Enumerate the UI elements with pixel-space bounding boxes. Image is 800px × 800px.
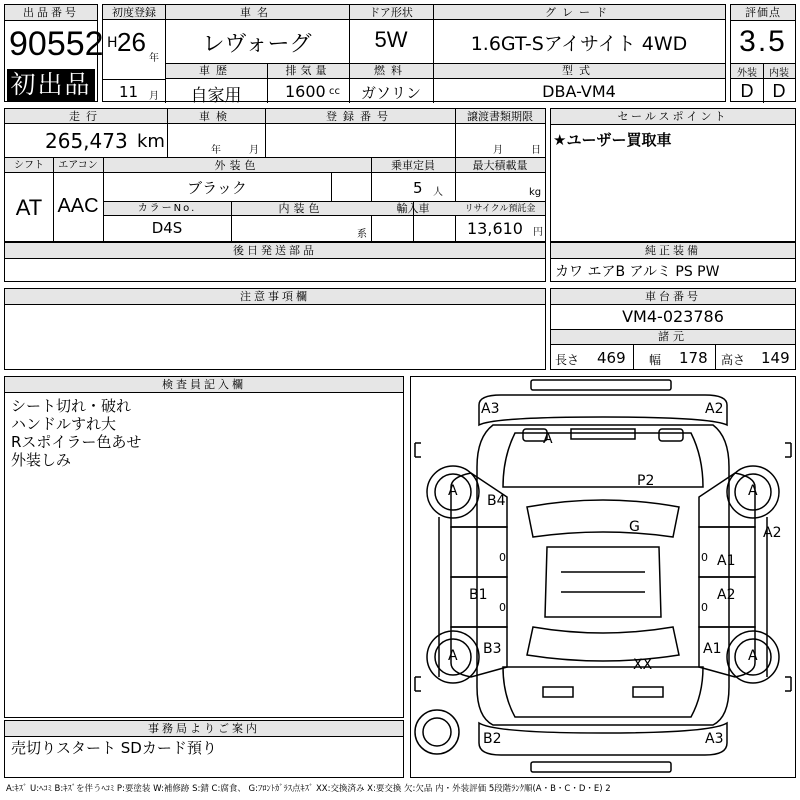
dmg-label-wheel-fr: A — [748, 483, 758, 499]
era-letter: H — [107, 35, 118, 51]
reg-month-unit: 月 — [149, 91, 159, 102]
dmg-label-b1: B1 — [469, 587, 488, 603]
history-header: 車歴 — [199, 64, 233, 77]
import-header: 輸入車 — [396, 202, 430, 215]
office-value: 売切りスタート SDカード預り — [11, 739, 217, 757]
score-header: 評価点 — [731, 5, 795, 21]
capacity-value: 5 — [413, 179, 423, 197]
displacement-value: 1600 — [285, 82, 326, 101]
inspector-line-4: 外装しみ — [11, 451, 72, 469]
detail-table — [4, 108, 546, 242]
equipment-box — [550, 242, 796, 282]
car-outline-svg — [411, 377, 795, 777]
capacity-header: 乗車定員 — [391, 159, 435, 172]
dmg-label-xx: XX — [633, 657, 653, 673]
dmg-label-g: G — [629, 519, 640, 535]
int-color-header: 内装色 — [278, 202, 324, 215]
dmg-label-a2-door: A2 — [717, 587, 736, 603]
reg-month-value: 11 — [119, 83, 139, 101]
model-value: DBA-VM4 — [542, 82, 616, 101]
lot-number: 90552 — [9, 25, 104, 63]
lot-header: 出品番号 — [5, 5, 97, 21]
color-no-value: D4S — [151, 219, 183, 237]
capacity-unit: 人 — [433, 187, 443, 198]
transfer-day: 日 — [531, 145, 541, 156]
inspection-year: 年 — [211, 145, 221, 156]
dmg-label-b2: B2 — [483, 731, 502, 747]
first-listing-badge: 初出品 — [7, 69, 95, 101]
height-value: 149 — [761, 349, 790, 367]
car-name-value: レヴォーグ — [202, 32, 312, 57]
dmg-zero-4: 0 — [701, 601, 708, 614]
inspector-line-2: ハンドルすれ大 — [11, 415, 117, 433]
main-info-table — [102, 4, 726, 106]
equipment-header: 純正装備 — [551, 243, 795, 259]
dmg-label-wheel-rr: A — [748, 648, 758, 664]
chassis-box — [550, 288, 796, 370]
inspector-line-3: Rスポイラー色あせ — [11, 433, 142, 451]
notes-box — [4, 288, 546, 370]
dmg-label-a3-top: A3 — [481, 401, 500, 417]
inspector-header: 検査員記入欄 — [5, 377, 403, 393]
dmg-label-a2-side: A2 — [763, 525, 782, 541]
score-box — [730, 4, 796, 102]
max-load-header: 最大積載量 — [472, 159, 528, 172]
lot-box — [4, 4, 104, 102]
recycle-unit: 円 — [533, 227, 543, 238]
dmg-label-wheel-fl: A — [448, 483, 458, 499]
length-label: 長さ — [555, 353, 580, 367]
mileage-value: 265,473 — [45, 129, 128, 153]
office-box — [4, 720, 404, 778]
grade-value: 1.6GT-Sアイサイト 4WD — [470, 33, 688, 55]
width-label: 幅 — [649, 353, 662, 367]
dmg-zero-2: 0 — [701, 551, 708, 564]
displacement-header: 排気量 — [285, 64, 331, 77]
dmg-zero-1: 0 — [499, 551, 506, 564]
dmg-label-a2-top: A2 — [705, 401, 724, 417]
ext-color-value: ブラック — [187, 179, 247, 197]
int-score: D — [772, 81, 786, 101]
score-value: 3.5 — [739, 25, 787, 58]
max-load-unit: kg — [529, 187, 542, 198]
door-value: 5W — [374, 27, 408, 52]
inspection-header: 車検 — [199, 110, 233, 123]
displacement-unit: cc — [329, 86, 340, 97]
mileage-header: 走行 — [69, 110, 103, 123]
fuel-value: ガソリン — [360, 84, 421, 102]
aircon-header: エアコン — [58, 160, 98, 171]
int-color-unit: 系 — [357, 229, 367, 240]
grade-header: グレード — [545, 6, 613, 19]
history-value: 自家用 — [190, 86, 242, 106]
reg-no-header: 登録番号 — [326, 110, 394, 123]
height-label: 高さ — [721, 353, 746, 367]
aircon-value: AAC — [57, 195, 99, 217]
dmg-label-b3: B3 — [483, 641, 502, 657]
color-no-header: カラーNo. — [137, 203, 197, 214]
inspector-line-1: シート切れ・破れ — [11, 397, 132, 415]
equipment-value: カワ エアB アルミ PS PW — [555, 264, 720, 280]
first-reg-header: 初度登録 — [112, 6, 156, 19]
ext-color-header: 外装色 — [214, 159, 260, 172]
model-header: 型式 — [562, 64, 596, 77]
sales-point-header: セールスポイント — [551, 109, 795, 125]
later-parts-header: 後日発送部品 — [5, 243, 545, 259]
width-value: 178 — [679, 349, 708, 367]
transfer-month: 月 — [493, 145, 503, 156]
inspector-box — [4, 376, 404, 718]
car-diagram — [410, 376, 796, 778]
dmg-label-p2: P2 — [637, 473, 655, 489]
dmg-label-a-hood: A — [543, 431, 553, 447]
car-name-header: 車名 — [240, 6, 274, 19]
shift-header: シフト — [14, 160, 44, 171]
sales-point-value: ★ユーザー買取車 — [553, 131, 672, 149]
damage-legend: A:ｷｽﾞ U:ﾍｺﾐ B:ｷｽﾞを伴うﾍｺﾐ P:要塗装 W:補修跡 S:錆 C:腐食、 G:ﾌﾛﾝﾄｶﾞﾗｽ点ｷｽﾞ XX:交換済み X:要交換 欠:欠品 内・外装評価 5段階ﾗﾝｸ順(A・B・C・D・E) 2 — [6, 784, 611, 794]
int-label: 内装 — [769, 68, 789, 79]
recycle-header: リサイクル預託金 — [464, 204, 536, 214]
ext-score: D — [740, 81, 754, 101]
dmg-label-a3-bottom: A3 — [705, 731, 724, 747]
chassis-value: VM4-023786 — [622, 307, 724, 326]
ext-label: 外装 — [737, 68, 757, 79]
notes-header: 注意事項欄 — [5, 289, 545, 305]
length-value: 469 — [597, 349, 626, 367]
dmg-label-a1-right: A1 — [717, 553, 736, 569]
inspection-month: 月 — [249, 145, 259, 156]
sales-point-box — [550, 108, 796, 242]
office-header: 事務局よりご案内 — [5, 721, 403, 737]
later-parts-box — [4, 242, 546, 282]
mileage-unit: km — [137, 131, 165, 152]
dmg-label-wheel-rl: A — [448, 648, 458, 664]
dmg-zero-3: 0 — [499, 601, 506, 614]
shift-value: AT — [15, 195, 43, 220]
fuel-header: 燃料 — [374, 64, 408, 77]
chassis-header: 車台番号 — [551, 289, 795, 305]
dmg-label-b4: B4 — [487, 493, 506, 509]
recycle-value: 13,610 — [467, 219, 523, 238]
first-reg-year: 26 — [117, 27, 146, 57]
year-unit: 年 — [149, 53, 159, 64]
dmg-label-a1-rear: A1 — [703, 641, 722, 657]
transfer-header: 譲渡書類期限 — [467, 110, 533, 123]
dims-header: 諸元 — [658, 330, 688, 343]
door-header: ドア形状 — [369, 6, 413, 19]
